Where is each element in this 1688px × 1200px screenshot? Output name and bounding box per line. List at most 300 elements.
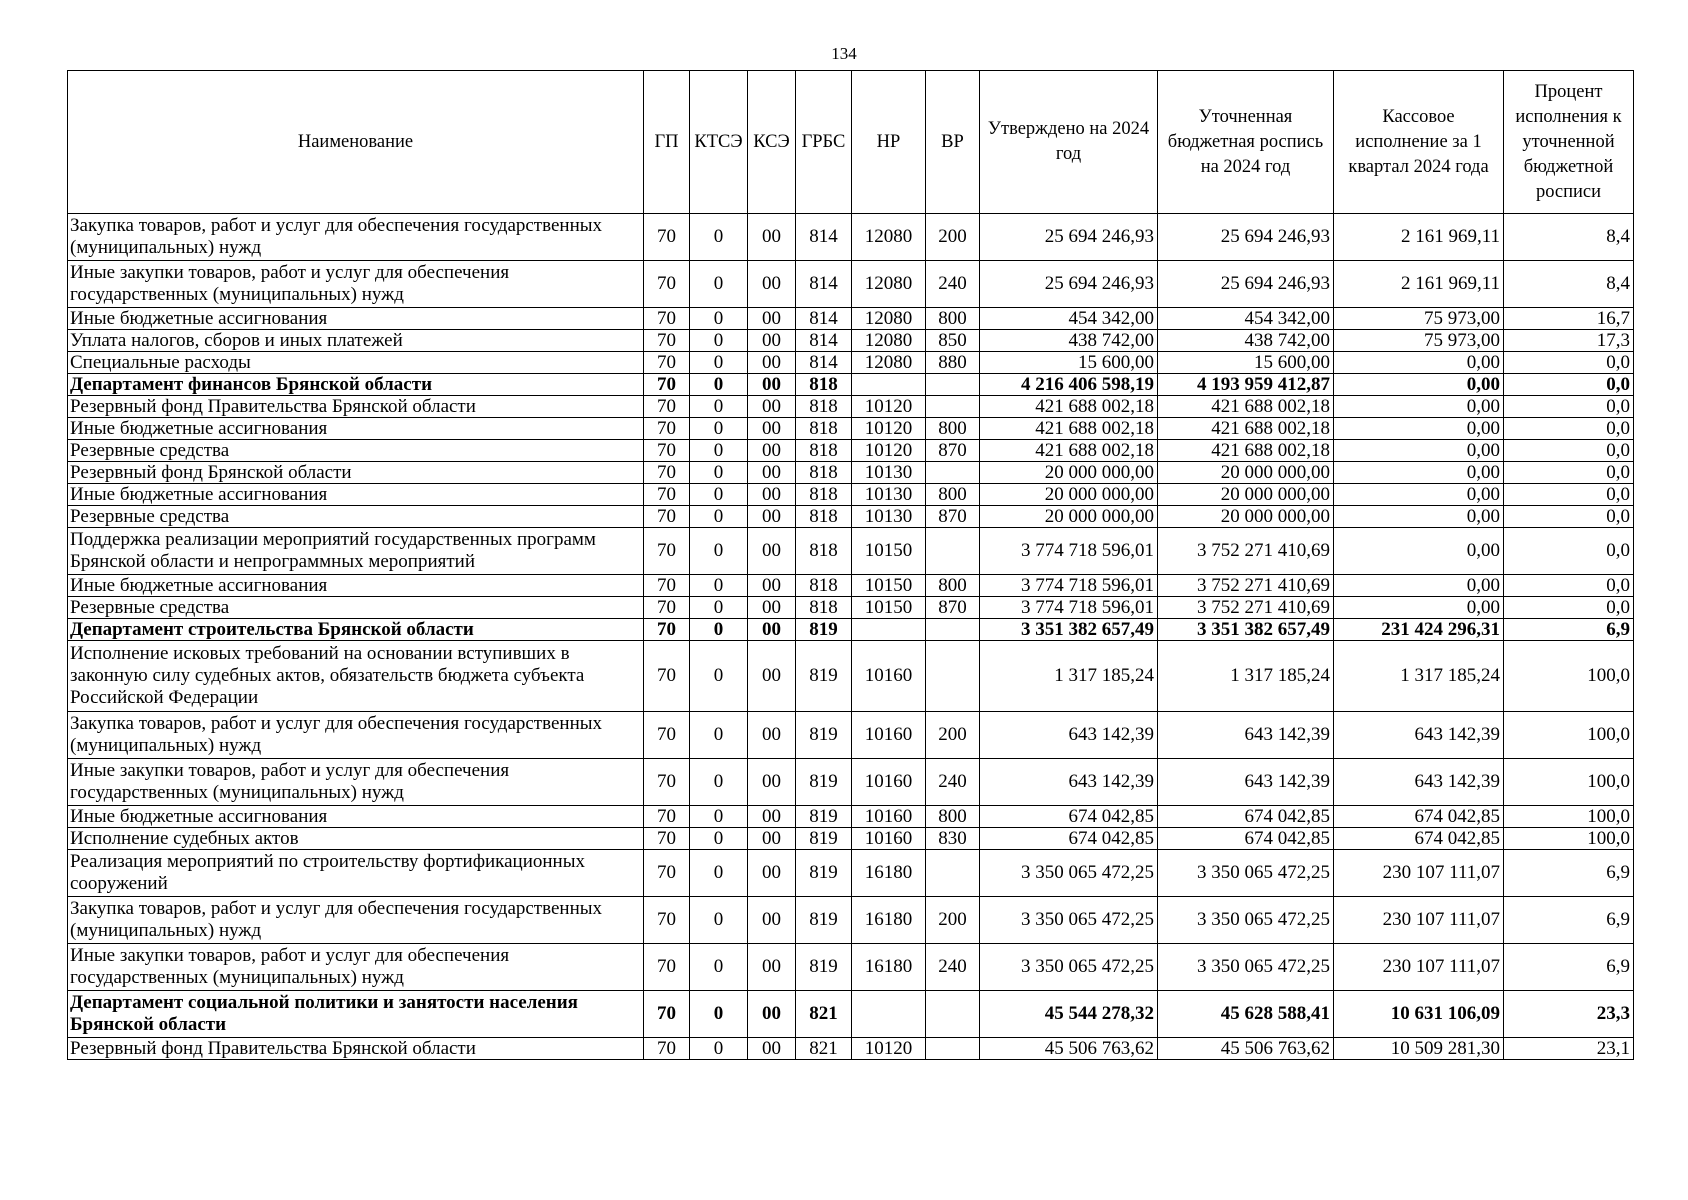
cell-grbs: 819 xyxy=(796,641,852,712)
cell-cash: 231 424 296,31 xyxy=(1334,619,1504,641)
cell-percent: 6,9 xyxy=(1504,897,1634,944)
cell-grbs: 818 xyxy=(796,528,852,575)
cell-grbs: 819 xyxy=(796,712,852,759)
cell-kse: 00 xyxy=(748,440,796,462)
table-row xyxy=(68,991,1634,1038)
cell-cash: 0,00 xyxy=(1334,374,1504,396)
cell-name: Поддержка реализации мероприятий государственных программ Брянской области и непрограммных мероприятий xyxy=(68,528,644,575)
cell-gp: 70 xyxy=(644,374,690,396)
cell-nr: 10150 xyxy=(852,575,926,597)
table-row xyxy=(68,806,1634,828)
cell-refined: 3 351 382 657,49 xyxy=(1158,619,1334,641)
table-row xyxy=(68,214,1634,261)
cell-approved: 25 694 246,93 xyxy=(980,261,1158,308)
cell-refined: 674 042,85 xyxy=(1158,828,1334,850)
cell-nr: 10130 xyxy=(852,506,926,528)
cell-gp: 70 xyxy=(644,440,690,462)
cell-nr: 12080 xyxy=(852,308,926,330)
header-cash: Кассовое исполнение за 1 квартал 2024 года xyxy=(1334,71,1504,214)
cell-gp: 70 xyxy=(644,712,690,759)
cell-ktse: 0 xyxy=(690,506,748,528)
cell-gp: 70 xyxy=(644,308,690,330)
cell-nr: 12080 xyxy=(852,214,926,261)
cell-approved: 643 142,39 xyxy=(980,759,1158,806)
cell-gp: 70 xyxy=(644,261,690,308)
cell-cash: 230 107 111,07 xyxy=(1334,897,1504,944)
cell-gp: 70 xyxy=(644,991,690,1038)
cell-grbs: 818 xyxy=(796,506,852,528)
cell-approved: 4 216 406 598,19 xyxy=(980,374,1158,396)
cell-ktse: 0 xyxy=(690,575,748,597)
cell-gp: 70 xyxy=(644,396,690,418)
cell-percent: 0,0 xyxy=(1504,418,1634,440)
header-gp: ГП xyxy=(644,71,690,214)
cell-approved: 674 042,85 xyxy=(980,806,1158,828)
cell-approved: 421 688 002,18 xyxy=(980,396,1158,418)
cell-vr: 870 xyxy=(926,597,980,619)
table-row xyxy=(68,897,1634,944)
cell-kse: 00 xyxy=(748,308,796,330)
cell-refined: 3 350 065 472,25 xyxy=(1158,944,1334,991)
cell-name: Реализация мероприятий по строительству фортификационных сооружений xyxy=(68,850,644,897)
cell-name: Резервный фонд Правительства Брянской области xyxy=(68,396,644,418)
cell-cash: 10 509 281,30 xyxy=(1334,1038,1504,1060)
cell-percent: 100,0 xyxy=(1504,712,1634,759)
cell-ktse: 0 xyxy=(690,806,748,828)
table-row xyxy=(68,506,1634,528)
cell-gp: 70 xyxy=(644,462,690,484)
cell-approved: 438 742,00 xyxy=(980,330,1158,352)
cell-cash: 0,00 xyxy=(1334,484,1504,506)
cell-kse: 00 xyxy=(748,330,796,352)
cell-grbs: 818 xyxy=(796,575,852,597)
cell-nr: 10160 xyxy=(852,641,926,712)
cell-nr xyxy=(852,374,926,396)
cell-vr: 800 xyxy=(926,806,980,828)
cell-name: Исполнение судебных актов xyxy=(68,828,644,850)
cell-vr xyxy=(926,396,980,418)
cell-approved: 3 774 718 596,01 xyxy=(980,575,1158,597)
cell-kse: 00 xyxy=(748,597,796,619)
cell-vr: 240 xyxy=(926,261,980,308)
cell-name: Департамент финансов Брянской области xyxy=(68,374,644,396)
table-row xyxy=(68,828,1634,850)
cell-cash: 75 973,00 xyxy=(1334,308,1504,330)
cell-ktse: 0 xyxy=(690,828,748,850)
cell-cash: 674 042,85 xyxy=(1334,828,1504,850)
cell-nr: 16180 xyxy=(852,897,926,944)
header-approved: Утверждено на 2024 год xyxy=(980,71,1158,214)
cell-grbs: 821 xyxy=(796,991,852,1038)
cell-approved: 3 774 718 596,01 xyxy=(980,528,1158,575)
cell-kse: 00 xyxy=(748,897,796,944)
cell-ktse: 0 xyxy=(690,850,748,897)
cell-nr: 10160 xyxy=(852,759,926,806)
cell-ktse: 0 xyxy=(690,418,748,440)
table-row xyxy=(68,308,1634,330)
cell-name: Иные бюджетные ассигнования xyxy=(68,418,644,440)
table-row xyxy=(68,759,1634,806)
cell-gp: 70 xyxy=(644,619,690,641)
cell-ktse: 0 xyxy=(690,396,748,418)
cell-ktse: 0 xyxy=(690,484,748,506)
table-row xyxy=(68,712,1634,759)
cell-cash: 0,00 xyxy=(1334,462,1504,484)
cell-ktse: 0 xyxy=(690,759,748,806)
cell-percent: 16,7 xyxy=(1504,308,1634,330)
table-row xyxy=(68,597,1634,619)
cell-kse: 00 xyxy=(748,484,796,506)
cell-approved: 25 694 246,93 xyxy=(980,214,1158,261)
cell-approved: 421 688 002,18 xyxy=(980,418,1158,440)
cell-refined: 421 688 002,18 xyxy=(1158,440,1334,462)
cell-cash: 674 042,85 xyxy=(1334,806,1504,828)
cell-vr xyxy=(926,619,980,641)
table-row xyxy=(68,330,1634,352)
cell-approved: 45 544 278,32 xyxy=(980,991,1158,1038)
cell-approved: 20 000 000,00 xyxy=(980,506,1158,528)
table-row xyxy=(68,850,1634,897)
cell-grbs: 818 xyxy=(796,440,852,462)
cell-grbs: 819 xyxy=(796,944,852,991)
table-row xyxy=(68,575,1634,597)
cell-name: Иные бюджетные ассигнования xyxy=(68,484,644,506)
cell-ktse: 0 xyxy=(690,261,748,308)
cell-ktse: 0 xyxy=(690,528,748,575)
cell-approved: 421 688 002,18 xyxy=(980,440,1158,462)
cell-nr: 10150 xyxy=(852,528,926,575)
header-percent: Процент исполнения к уточненной бюджетной росписи xyxy=(1504,71,1634,214)
table-row xyxy=(68,261,1634,308)
cell-cash: 0,00 xyxy=(1334,506,1504,528)
cell-ktse: 0 xyxy=(690,619,748,641)
cell-percent: 23,1 xyxy=(1504,1038,1634,1060)
cell-approved: 454 342,00 xyxy=(980,308,1158,330)
cell-refined: 3 752 271 410,69 xyxy=(1158,528,1334,575)
cell-kse: 00 xyxy=(748,806,796,828)
cell-name: Резервные средства xyxy=(68,506,644,528)
cell-kse: 00 xyxy=(748,396,796,418)
cell-kse: 00 xyxy=(748,944,796,991)
cell-approved: 3 350 065 472,25 xyxy=(980,897,1158,944)
cell-vr xyxy=(926,462,980,484)
cell-percent: 100,0 xyxy=(1504,641,1634,712)
cell-vr: 240 xyxy=(926,944,980,991)
cell-approved: 20 000 000,00 xyxy=(980,462,1158,484)
cell-kse: 00 xyxy=(748,261,796,308)
cell-gp: 70 xyxy=(644,352,690,374)
cell-kse: 00 xyxy=(748,418,796,440)
cell-kse: 00 xyxy=(748,850,796,897)
cell-grbs: 814 xyxy=(796,352,852,374)
cell-nr: 10130 xyxy=(852,484,926,506)
cell-name: Иные бюджетные ассигнования xyxy=(68,575,644,597)
cell-name: Резервный фонд Правительства Брянской области xyxy=(68,1038,644,1060)
cell-nr: 10120 xyxy=(852,440,926,462)
cell-gp: 70 xyxy=(644,897,690,944)
cell-cash: 643 142,39 xyxy=(1334,759,1504,806)
cell-cash: 75 973,00 xyxy=(1334,330,1504,352)
cell-refined: 15 600,00 xyxy=(1158,352,1334,374)
cell-cash: 0,00 xyxy=(1334,528,1504,575)
cell-grbs: 818 xyxy=(796,597,852,619)
table-row xyxy=(68,484,1634,506)
cell-name: Исполнение исковых требований на основании вступивших в законную силу судебных актов, обязательств бюджета субъекта Российской Федерации xyxy=(68,641,644,712)
cell-approved: 1 317 185,24 xyxy=(980,641,1158,712)
cell-approved: 674 042,85 xyxy=(980,828,1158,850)
cell-refined: 45 506 763,62 xyxy=(1158,1038,1334,1060)
cell-nr: 10120 xyxy=(852,418,926,440)
cell-vr: 800 xyxy=(926,484,980,506)
cell-vr: 240 xyxy=(926,759,980,806)
cell-cash: 2 161 969,11 xyxy=(1334,214,1504,261)
cell-refined: 421 688 002,18 xyxy=(1158,396,1334,418)
cell-kse: 00 xyxy=(748,641,796,712)
cell-vr xyxy=(926,850,980,897)
cell-name: Иные закупки товаров, работ и услуг для обеспечения государственных (муниципальных) нужд xyxy=(68,759,644,806)
cell-approved: 3 350 065 472,25 xyxy=(980,944,1158,991)
table-row xyxy=(68,374,1634,396)
cell-grbs: 818 xyxy=(796,462,852,484)
cell-gp: 70 xyxy=(644,418,690,440)
cell-vr: 830 xyxy=(926,828,980,850)
header-kse: КСЭ xyxy=(748,71,796,214)
cell-vr: 880 xyxy=(926,352,980,374)
cell-ktse: 0 xyxy=(690,330,748,352)
cell-refined: 1 317 185,24 xyxy=(1158,641,1334,712)
cell-nr xyxy=(852,619,926,641)
cell-kse: 00 xyxy=(748,462,796,484)
cell-vr: 200 xyxy=(926,214,980,261)
cell-grbs: 821 xyxy=(796,1038,852,1060)
cell-percent: 0,0 xyxy=(1504,374,1634,396)
cell-grbs: 814 xyxy=(796,261,852,308)
cell-approved: 3 350 065 472,25 xyxy=(980,850,1158,897)
cell-kse: 00 xyxy=(748,619,796,641)
cell-vr: 850 xyxy=(926,330,980,352)
cell-cash: 0,00 xyxy=(1334,575,1504,597)
cell-kse: 00 xyxy=(748,528,796,575)
cell-nr: 12080 xyxy=(852,352,926,374)
table-row xyxy=(68,396,1634,418)
cell-cash: 0,00 xyxy=(1334,440,1504,462)
cell-ktse: 0 xyxy=(690,374,748,396)
cell-vr xyxy=(926,374,980,396)
cell-nr: 10150 xyxy=(852,597,926,619)
cell-grbs: 814 xyxy=(796,308,852,330)
cell-refined: 20 000 000,00 xyxy=(1158,506,1334,528)
cell-ktse: 0 xyxy=(690,1038,748,1060)
header-name: Наименование xyxy=(68,71,644,214)
cell-percent: 0,0 xyxy=(1504,352,1634,374)
cell-refined: 4 193 959 412,87 xyxy=(1158,374,1334,396)
table-row xyxy=(68,528,1634,575)
cell-vr xyxy=(926,1038,980,1060)
cell-gp: 70 xyxy=(644,759,690,806)
cell-kse: 00 xyxy=(748,352,796,374)
cell-vr: 870 xyxy=(926,440,980,462)
cell-gp: 70 xyxy=(644,597,690,619)
cell-name: Уплата налогов, сборов и иных платежей xyxy=(68,330,644,352)
cell-name: Департамент социальной политики и занятости населения Брянской области xyxy=(68,991,644,1038)
table-row xyxy=(68,462,1634,484)
cell-cash: 1 317 185,24 xyxy=(1334,641,1504,712)
cell-gp: 70 xyxy=(644,944,690,991)
cell-vr xyxy=(926,641,980,712)
cell-percent: 8,4 xyxy=(1504,214,1634,261)
cell-nr: 10120 xyxy=(852,396,926,418)
cell-approved: 643 142,39 xyxy=(980,712,1158,759)
cell-name: Закупка товаров, работ и услуг для обеспечения государственных (муниципальных) нужд xyxy=(68,712,644,759)
cell-vr: 800 xyxy=(926,308,980,330)
cell-grbs: 818 xyxy=(796,374,852,396)
cell-cash: 2 161 969,11 xyxy=(1334,261,1504,308)
cell-ktse: 0 xyxy=(690,944,748,991)
cell-refined: 438 742,00 xyxy=(1158,330,1334,352)
table-row xyxy=(68,1038,1634,1060)
cell-gp: 70 xyxy=(644,506,690,528)
cell-kse: 00 xyxy=(748,712,796,759)
cell-percent: 8,4 xyxy=(1504,261,1634,308)
table-row xyxy=(68,418,1634,440)
cell-ktse: 0 xyxy=(690,597,748,619)
cell-cash: 10 631 106,09 xyxy=(1334,991,1504,1038)
cell-approved: 20 000 000,00 xyxy=(980,484,1158,506)
cell-vr: 800 xyxy=(926,575,980,597)
cell-refined: 3 752 271 410,69 xyxy=(1158,597,1334,619)
cell-gp: 70 xyxy=(644,484,690,506)
cell-kse: 00 xyxy=(748,828,796,850)
cell-percent: 100,0 xyxy=(1504,828,1634,850)
cell-percent: 100,0 xyxy=(1504,806,1634,828)
cell-ktse: 0 xyxy=(690,214,748,261)
cell-cash: 0,00 xyxy=(1334,597,1504,619)
cell-name: Резервный фонд Брянской области xyxy=(68,462,644,484)
cell-nr xyxy=(852,991,926,1038)
cell-kse: 00 xyxy=(748,575,796,597)
cell-refined: 674 042,85 xyxy=(1158,806,1334,828)
cell-gp: 70 xyxy=(644,528,690,575)
cell-refined: 20 000 000,00 xyxy=(1158,462,1334,484)
cell-ktse: 0 xyxy=(690,462,748,484)
cell-percent: 0,0 xyxy=(1504,462,1634,484)
cell-vr: 200 xyxy=(926,712,980,759)
cell-refined: 454 342,00 xyxy=(1158,308,1334,330)
cell-name: Резервные средства xyxy=(68,440,644,462)
cell-cash: 0,00 xyxy=(1334,396,1504,418)
cell-approved: 3 351 382 657,49 xyxy=(980,619,1158,641)
cell-percent: 0,0 xyxy=(1504,506,1634,528)
cell-percent: 6,9 xyxy=(1504,850,1634,897)
cell-percent: 0,0 xyxy=(1504,597,1634,619)
page-number: 134 xyxy=(831,44,857,63)
cell-approved: 45 506 763,62 xyxy=(980,1038,1158,1060)
cell-cash: 230 107 111,07 xyxy=(1334,944,1504,991)
header-grbs: ГРБС xyxy=(796,71,852,214)
cell-ktse: 0 xyxy=(690,352,748,374)
cell-refined: 3 350 065 472,25 xyxy=(1158,897,1334,944)
cell-percent: 0,0 xyxy=(1504,396,1634,418)
cell-percent: 0,0 xyxy=(1504,528,1634,575)
cell-percent: 6,9 xyxy=(1504,619,1634,641)
cell-percent: 0,0 xyxy=(1504,440,1634,462)
cell-grbs: 814 xyxy=(796,214,852,261)
cell-refined: 3 752 271 410,69 xyxy=(1158,575,1334,597)
cell-percent: 23,3 xyxy=(1504,991,1634,1038)
cell-kse: 00 xyxy=(748,991,796,1038)
cell-nr: 16180 xyxy=(852,850,926,897)
cell-cash: 643 142,39 xyxy=(1334,712,1504,759)
cell-refined: 3 350 065 472,25 xyxy=(1158,850,1334,897)
cell-ktse: 0 xyxy=(690,308,748,330)
cell-nr: 12080 xyxy=(852,261,926,308)
table-row xyxy=(68,440,1634,462)
cell-approved: 15 600,00 xyxy=(980,352,1158,374)
budget-execution-table xyxy=(67,70,1634,1060)
cell-nr: 10120 xyxy=(852,1038,926,1060)
cell-cash: 0,00 xyxy=(1334,352,1504,374)
cell-name: Специальные расходы xyxy=(68,352,644,374)
cell-grbs: 819 xyxy=(796,759,852,806)
cell-refined: 45 628 588,41 xyxy=(1158,991,1334,1038)
cell-percent: 0,0 xyxy=(1504,575,1634,597)
cell-grbs: 819 xyxy=(796,828,852,850)
cell-cash: 0,00 xyxy=(1334,418,1504,440)
cell-percent: 0,0 xyxy=(1504,484,1634,506)
cell-kse: 00 xyxy=(748,759,796,806)
table-body xyxy=(68,214,1634,1060)
cell-gp: 70 xyxy=(644,214,690,261)
cell-percent: 6,9 xyxy=(1504,944,1634,991)
cell-name: Иные бюджетные ассигнования xyxy=(68,308,644,330)
cell-grbs: 819 xyxy=(796,619,852,641)
cell-name: Департамент строительства Брянской области xyxy=(68,619,644,641)
cell-vr: 800 xyxy=(926,418,980,440)
cell-gp: 70 xyxy=(644,806,690,828)
cell-vr: 870 xyxy=(926,506,980,528)
cell-kse: 00 xyxy=(748,1038,796,1060)
cell-gp: 70 xyxy=(644,1038,690,1060)
cell-refined: 643 142,39 xyxy=(1158,759,1334,806)
cell-cash: 230 107 111,07 xyxy=(1334,850,1504,897)
table-row xyxy=(68,944,1634,991)
cell-gp: 70 xyxy=(644,850,690,897)
cell-nr: 12080 xyxy=(852,330,926,352)
cell-refined: 25 694 246,93 xyxy=(1158,214,1334,261)
cell-refined: 25 694 246,93 xyxy=(1158,261,1334,308)
cell-grbs: 814 xyxy=(796,330,852,352)
cell-kse: 00 xyxy=(748,506,796,528)
cell-name: Иные бюджетные ассигнования xyxy=(68,806,644,828)
cell-nr: 16180 xyxy=(852,944,926,991)
cell-gp: 70 xyxy=(644,330,690,352)
cell-kse: 00 xyxy=(748,214,796,261)
cell-grbs: 819 xyxy=(796,806,852,828)
cell-nr: 10160 xyxy=(852,828,926,850)
cell-gp: 70 xyxy=(644,575,690,597)
cell-grbs: 819 xyxy=(796,850,852,897)
header-vr: ВР xyxy=(926,71,980,214)
cell-grbs: 818 xyxy=(796,484,852,506)
cell-ktse: 0 xyxy=(690,641,748,712)
cell-name: Закупка товаров, работ и услуг для обеспечения государственных (муниципальных) нужд xyxy=(68,214,644,261)
cell-percent: 17,3 xyxy=(1504,330,1634,352)
cell-kse: 00 xyxy=(748,374,796,396)
cell-vr: 200 xyxy=(926,897,980,944)
header-refined: Уточненная бюджетная роспись на 2024 год xyxy=(1158,71,1334,214)
table-row xyxy=(68,641,1634,712)
cell-name: Закупка товаров, работ и услуг для обеспечения государственных (муниципальных) нужд xyxy=(68,897,644,944)
